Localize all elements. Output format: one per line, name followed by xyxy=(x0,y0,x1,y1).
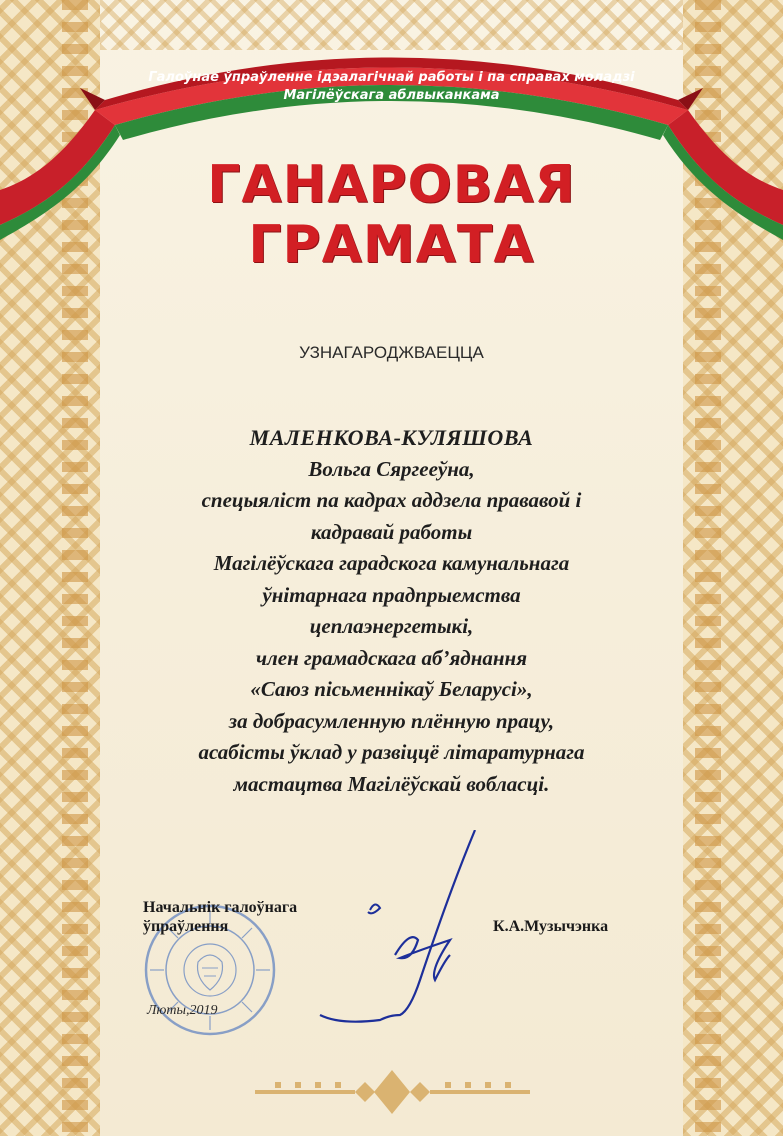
recipient-surname: МАЛЕНКОВА-КУЛЯШОВА xyxy=(249,425,534,450)
recipient-line: Магілёўскага гарадскога камунальнага xyxy=(213,551,570,575)
bottom-ornament xyxy=(255,1068,530,1118)
recipient-line: кадравай работы xyxy=(310,519,473,544)
ribbon-org-line2: Магілёўскага аблвыканкама xyxy=(283,88,500,103)
signatory-title-line2: ўпраўлення xyxy=(143,918,229,935)
certificate-title-line1: ГАНАРОВАЯ xyxy=(207,155,576,215)
recipient-line: Вольга Сяргееўна, xyxy=(308,456,475,481)
handwritten-signature xyxy=(300,830,500,1030)
recipient-line: ўнітарнага прадпрыемства xyxy=(262,582,521,607)
recipient-line: цеплаэнергетыкі, xyxy=(309,614,474,638)
recipient-line: спецыяліст па кадрах аддзела прававой і xyxy=(201,488,582,512)
ribbon-org-line1: Галоўнае ўпраўленне ідэалагічнай работы і па справах моладзі xyxy=(148,70,635,85)
signatory-title xyxy=(143,898,297,936)
recipient-block xyxy=(120,422,663,800)
recipient-line: асабісты ўклад у развіццё літаратурнага xyxy=(198,740,585,764)
certificate-title-line2: ГРАМАТА xyxy=(248,215,535,275)
recipient-line: член грамадскага аб’яднання xyxy=(255,645,528,670)
issue-date: Люты,2019 xyxy=(147,1003,218,1018)
signatory-name: К.А.Музычэнка xyxy=(493,918,609,935)
awarded-label: УЗНАГАРОДЖВАЕЦЦА xyxy=(299,343,484,362)
recipient-line: мастацтва Магілёўскай вобласці. xyxy=(233,771,550,796)
recipient-line: «Саюз пісьменнікаў Беларусі», xyxy=(250,677,533,701)
signatory-title-line1: Начальнік галоўнага xyxy=(143,899,298,916)
recipient-line: за добрасумленную плённую працу, xyxy=(228,708,555,733)
